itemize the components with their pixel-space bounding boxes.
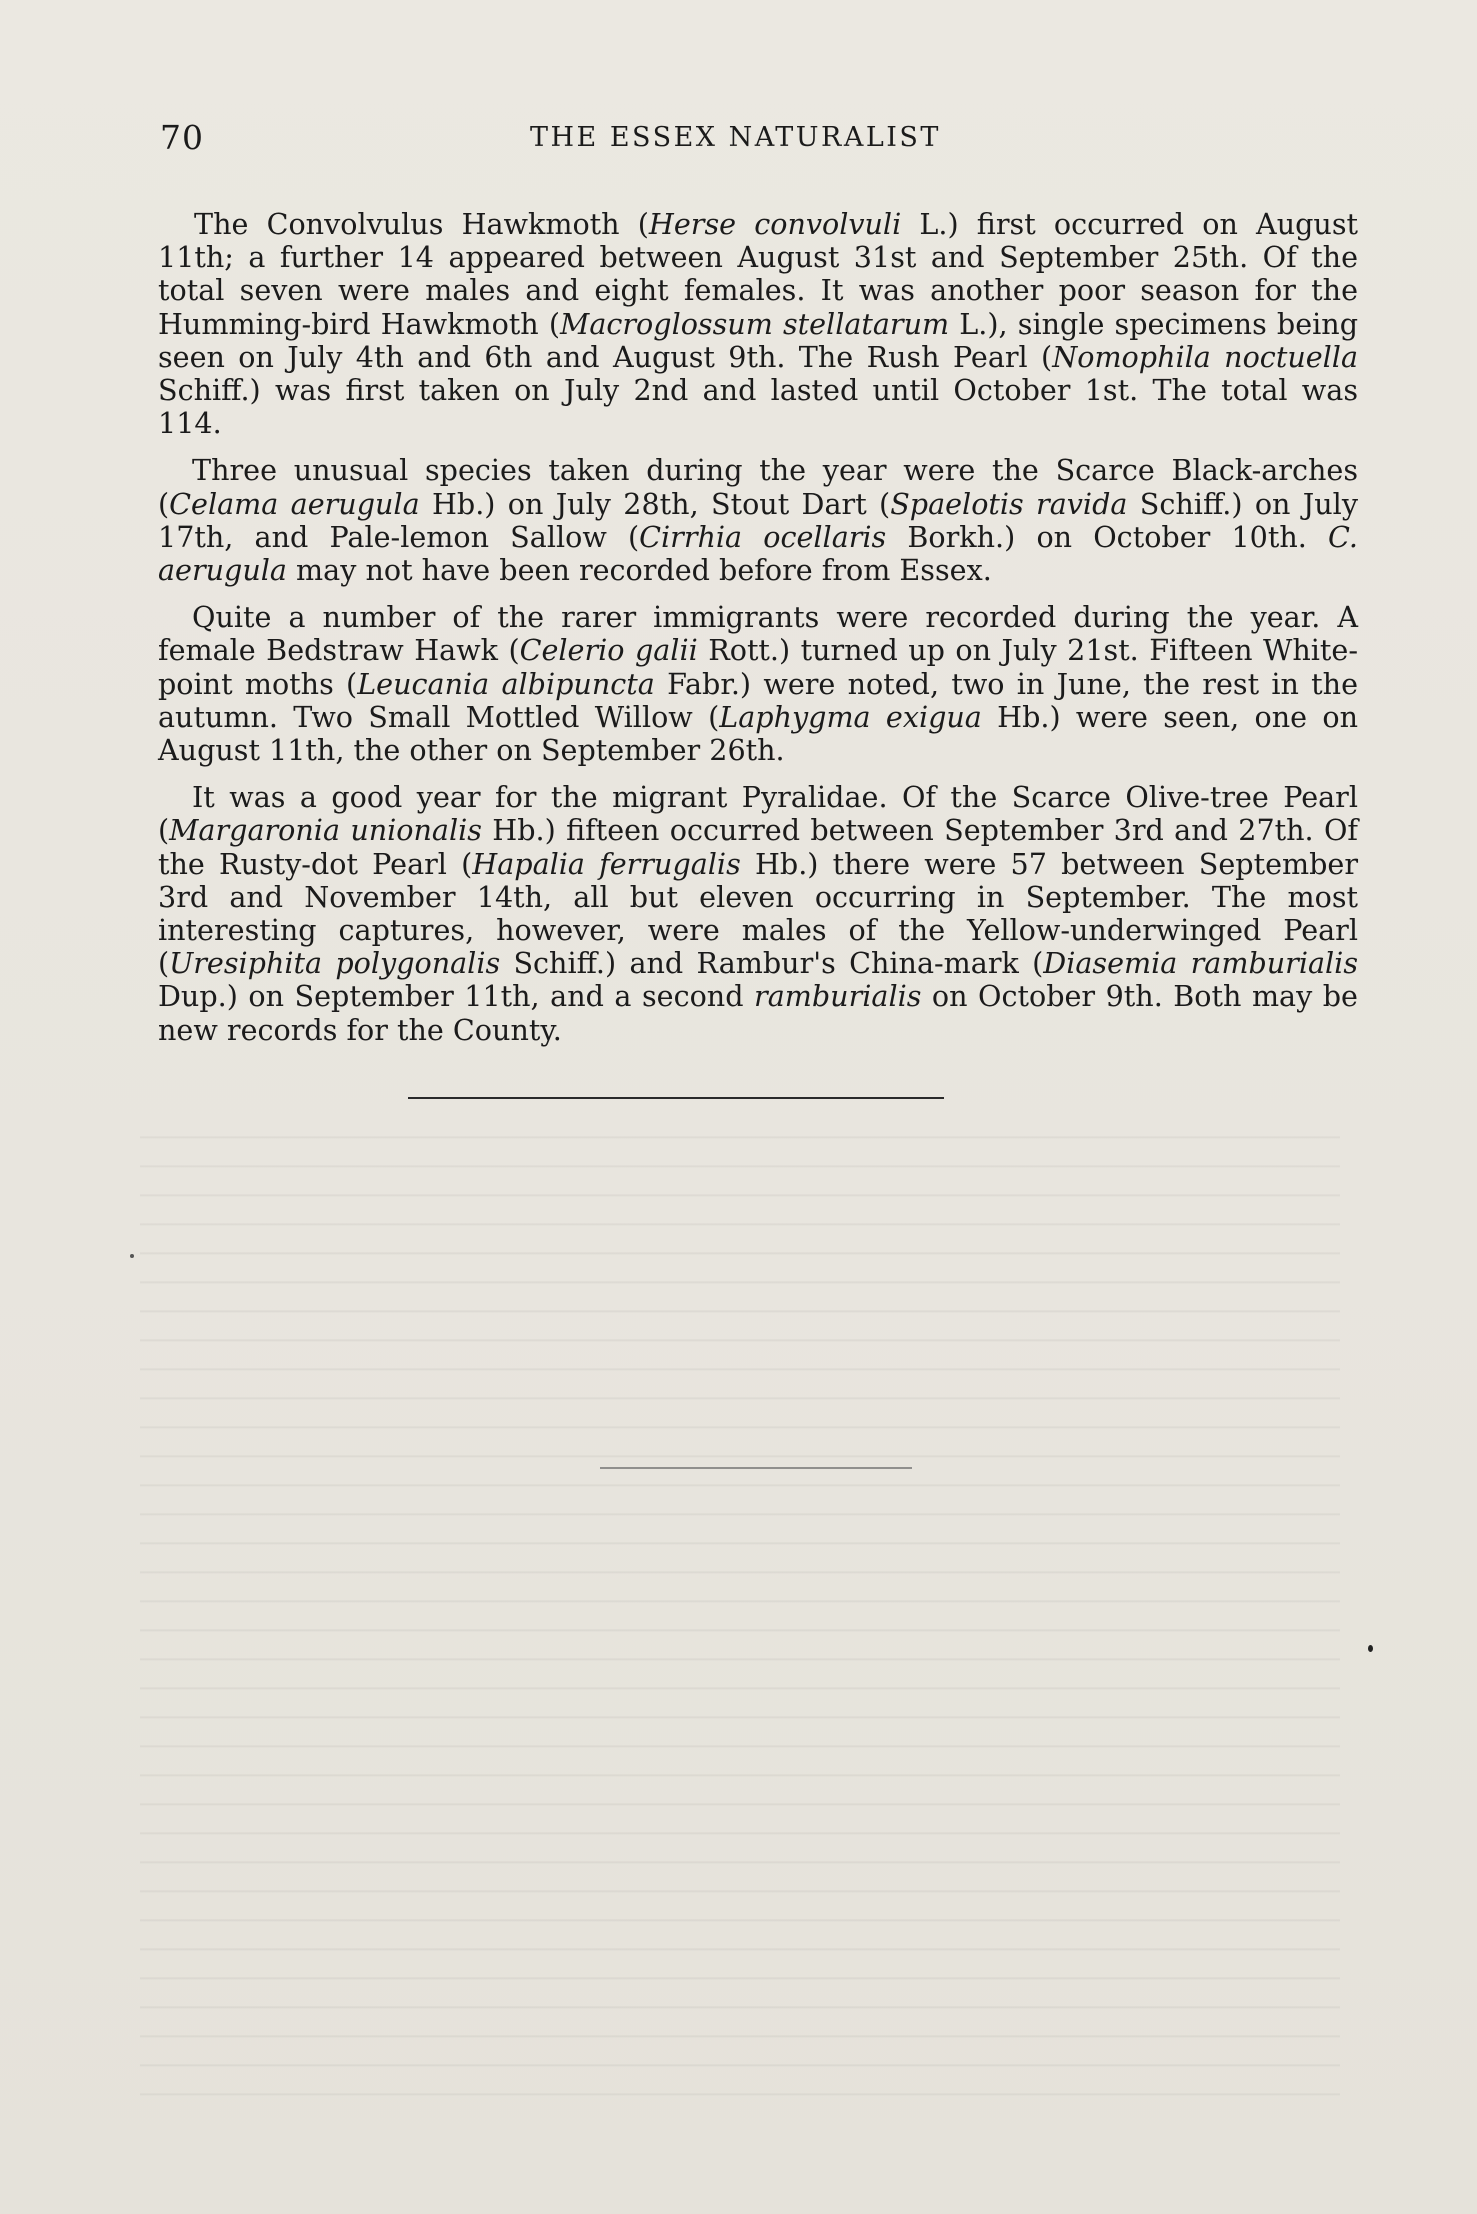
text-run: Hb.) on July 28th, Stout Dart (	[419, 486, 891, 521]
text-run: Three unusual species taken during the year were the Scarce Black-arches (	[158, 453, 1358, 521]
text-run: Fabr.) were noted, two in June, the rest in the autumn. Two Small Mottled Willow (	[158, 666, 1358, 734]
text-run: may not have been recorded before from Essex.	[286, 553, 992, 588]
species-name: C. aerugula	[158, 519, 1358, 588]
show-through-texture	[140, 1110, 1340, 2110]
faint-rule	[600, 1467, 912, 1469]
species-name: Uresiphita polygonalis	[169, 946, 501, 981]
ink-speck	[130, 1254, 134, 1258]
text-run: Quite a number of the rarer immigrants were recorded during the year. A female Bedstraw Hawk (	[158, 600, 1358, 668]
text-run: Hb.) were seen, one on August 11th, the other on September 26th.	[158, 699, 1358, 768]
text-run: on October 9th. Both may be new records for the County.	[158, 979, 1358, 1047]
article-body	[158, 208, 1358, 1061]
text-run: Schiff.) on July 17th, and Pale-lemon Sallow (	[158, 486, 1358, 554]
species-name: Celama aerugula	[169, 486, 420, 521]
paragraph	[158, 208, 1358, 440]
species-name: Hapalia ferrugalis	[472, 846, 741, 881]
species-name: Herse convolvuli	[648, 207, 902, 241]
text-run: Hb.) there were 57 between September 3rd and November 14th, all but eleven occurring in September. The most interesting captures, however, were males of the Yellow-underwinged Pearl (	[158, 846, 1358, 981]
species-name: Cirrhia ocellaris	[639, 519, 887, 554]
paragraph	[158, 601, 1358, 767]
species-name: Leucania albipuncta	[357, 666, 655, 701]
text-run: Schiff.) was first taken on July 2nd and lasted until October 1st. The total was 114.	[158, 373, 1358, 441]
text-run: It was a good year for the migrant Pyralidae. Of the Scarce Olive-tree Pearl (	[158, 780, 1358, 848]
page-number: 70	[160, 118, 204, 157]
text-run: L.), single specimens being seen on July 4th and 6th and August 9th. The Rush Pearl (	[158, 306, 1359, 374]
section-divider	[408, 1097, 944, 1099]
text-run: Dup.) on September 11th, and a second	[158, 979, 755, 1014]
text-run: The Convolvulus Hawkmoth (	[194, 207, 649, 241]
species-name: Laphygma exigua	[719, 699, 982, 734]
running-title: THE ESSEX NATURALIST	[530, 122, 941, 153]
species-name: Celerio galii	[519, 633, 698, 668]
text-run: Rott.) turned up on July 21st. Fifteen White-point moths (	[158, 633, 1358, 701]
paragraph	[158, 454, 1358, 587]
text-run: L.) first occurred on August 11th; a further 14 appeared between August 31st and September 25th. Of the total seven were males and eight females. It was another poor season for the Humming-bird Hawkmoth (	[158, 207, 1359, 341]
text-run: Hb.) fifteen occurred between September 3rd and 27th. Of the Rusty-dot Pearl (	[158, 813, 1358, 881]
page-header	[160, 118, 1350, 162]
paragraph	[158, 781, 1358, 1047]
text-run: Schiff.) and Rambur's China-mark (	[500, 946, 1044, 981]
species-name: Spaelotis ravida	[890, 486, 1128, 521]
species-name: Macroglossum stellatarum	[560, 306, 950, 341]
text-run: Borkh.) on October 10th.	[886, 519, 1329, 554]
species-name: ramburialis	[754, 979, 922, 1014]
ink-speck	[1368, 1645, 1373, 1652]
species-name: Diasemia ramburialis	[1043, 946, 1358, 981]
species-name: Nomophila noctuella	[1052, 339, 1358, 374]
species-name: Margaronia unionalis	[169, 813, 482, 848]
